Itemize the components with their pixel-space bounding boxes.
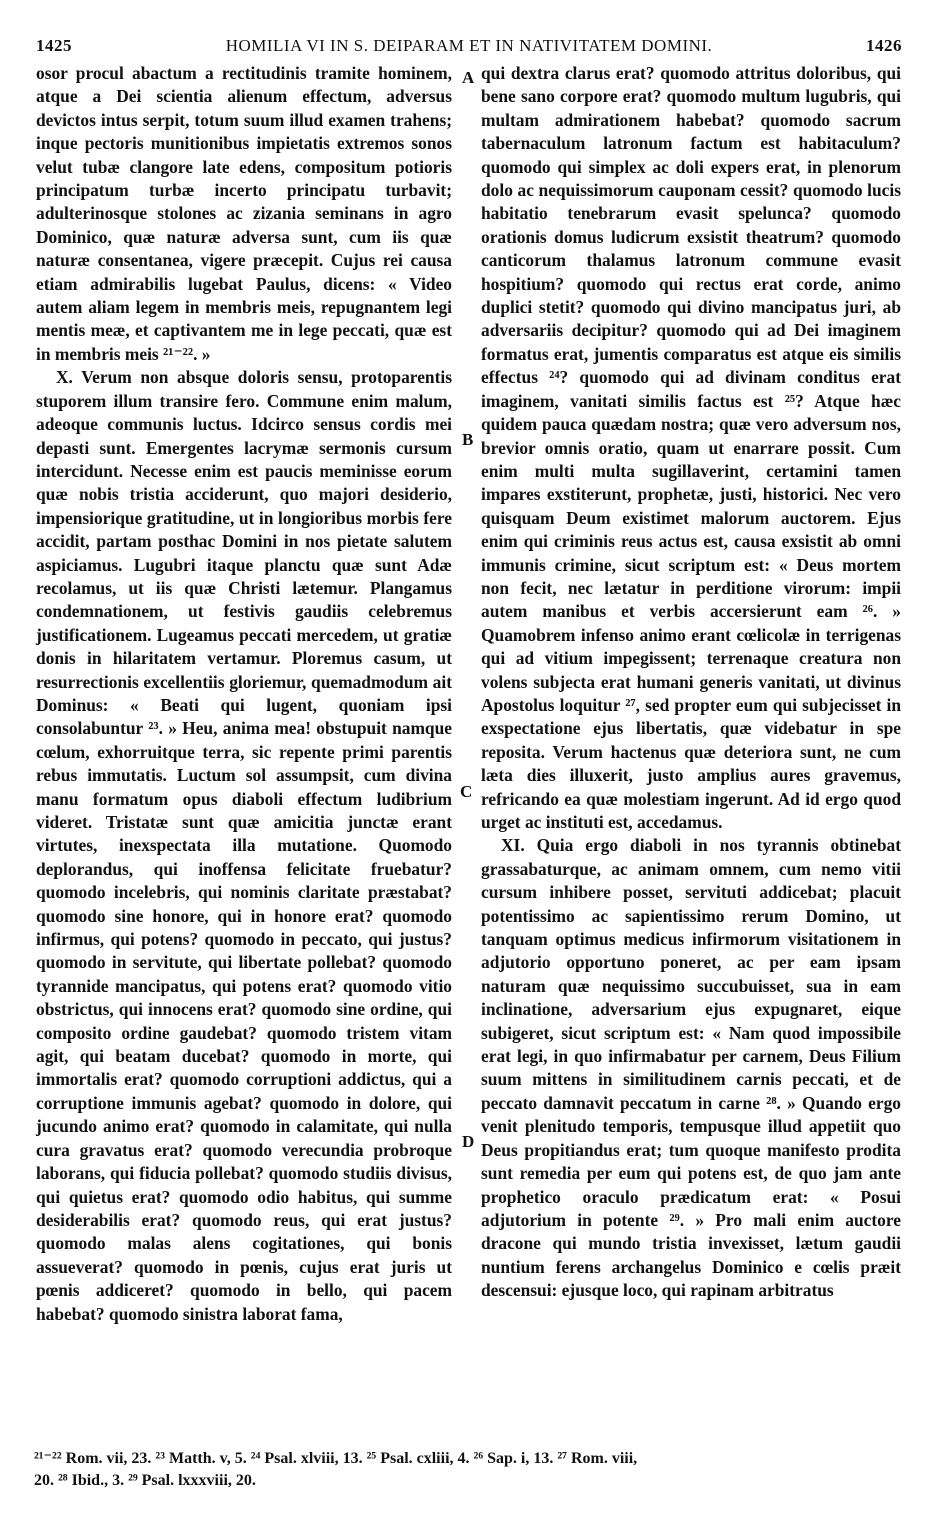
- section-marker-a: A: [462, 68, 475, 87]
- paragraph: XI. Quia ergo diaboli in nos tyrannis obtinebat grassabaturque, ac animam omnem, cum nemo vitii cursum inhibere posset, servituti addicebat; placuit potentissimo ac sapientissimo rerum Domino, ut tanquam optimus medicus infirmorum visitationem in adjutorio opportuno poneret, ac per eam ipsam naturam quæ nequissimo succubuisset, sua in eam inclinatione, adversarium ejus expugnaret, eique subigeret, sicut scriptum est: « Nam quod impossibile erat legi, in quo infirmabatur per carnem, Deus Filium suum mittens in similitudinem carnis peccati, et de peccato damnavit peccatum in carne ²⁸. » Quando ergo venit plenitudo temporis, tempusque illud appetiit quo Deus propitiandus erat; tum quoque manifesto prodita sunt remedia per eum qui potens est, de quo jam ante prophetico oraculo prædicatum erat: « Posui adjutorium in potente ²⁹. » Pro mali enim auctore dracone qui mundo tristia invexisset, lætum gaudii nuntium ferens archangelus Dominico e cœlis præit descensui: ejusque loco, qui rapinam arbitratus: [481, 835, 901, 1301]
- section-marker-c: C: [460, 782, 473, 801]
- footnote-line: ²¹⁻²² Rom. vii, 23. ²³ Matth. v, 5. ²⁴ Psal. xlviii, 13. ²⁵ Psal. cxliii, 4. ²⁶ Sap. i, 13. ²⁷ Rom. viii,: [34, 1450, 638, 1467]
- section-marker-b: B: [462, 430, 474, 449]
- running-title: HOMILIA VI IN S. DEIPARAM ET IN NATIVITATEM DOMINI.: [225, 36, 713, 55]
- right-column: [481, 62, 901, 1303]
- paragraph: osor procul abactum a rectitudinis tramite hominem, atque a Dei scientia alienum effectum, adversus devictos intus serpit, totum suum illud examen trahens; inque pectoris munitionibus impietatis extremos sonos velut tubæ clangore late edens, compositum potioris principatum turbæ incerto principatu turbavit; adulterinosque stolones ac zizania seminans in agro Dominico, quæ naturæ adversa sunt, cum iis quæ naturæ consentanea, vigere præcepit. Cujus rei causa etiam admirabilis lugebat Paulus, dicens: « Video autem aliam legem in membris meis, repugnantem legi mentis meæ, et captivantem me in lege peccati, quæ est in membris meis ²¹⁻²². »: [36, 63, 452, 364]
- page-number-left: 1425: [36, 36, 72, 55]
- page-number-right: 1426: [866, 36, 902, 55]
- left-column: [36, 62, 452, 1326]
- running-header: [36, 36, 902, 58]
- paragraph: qui dextra clarus erat? quomodo attritus doloribus, qui bene sano corpore erat? quomodo multum lugubris, qui multam admirationem habebat? quomodo sacrum tabernaculum latronum factum est habitaculum? quomodo qui simplex ac doli expers erat, in plenorum dolo ac nequissimorum cauponam cessit? quomodo lucis habitatio tenebrarum evasit spelunca? quomodo orationis domus ludicrum exsistit theatrum? quomodo canticorum thalamus latronum commune evasit hospitium? quomodo qui rectus erat corde, animo duplici stetit? quomodo qui divino mancipatus juri, ab adversariis decipitur? quomodo qui ad Dei imaginem formatus erat, jumentis comparatus est atque eis similis effectus ²⁴? quomodo qui ad divinam conditus erat imaginem, vanitati similis factus est ²⁵? Atque hæc quidem pauca quædam nostra; quæ vero adversum nos, brevior omnis oratio, quam ut enarrare possit. Cum enim multi multa sugillaverint, certamini tamen impares exstiterunt, prophetæ, justi, historici. Nec vero quisquam Deum existimet malorum auctorem. Ejus enim qui criminis reus actus est, causa exsistit ab omni immunis crimine, sicut scriptum est: « Deus mortem non fecit, nec lætatur in perditione virorum: impii autem manibus et verbis accersierunt eam ²⁶. » Quamobrem infenso animo erant cœlicolæ in terrigenas qui ad vitium impegissent; terrenaque creatura non volens subjecta erat humani generis vanitati, ut divinus Apostolus loquitur ²⁷, sed propter eum qui subjecisset in exspectatione ejus libertatis, quæ videbatur in spe reposita. Verum hactenus quæ deteriora sunt, ne cum læta dies illuxerit, justo amplius aures gravemus, refricando ea quæ molestiam ingerunt. Ad id ergo quod urget ac instituti est, accedamus.: [481, 63, 901, 832]
- paragraph: X. Verum non absque doloris sensu, protoparentis stuporem illum transire fero. Commune enim malum, adeoque communis luctus. Idcirco sensus cordis mei depasti sunt. Emergentes lacrymæ sermonis cursum intercidunt. Necesse enim est paucis meminisse eorum quæ nobis tristia acciderunt, quo majori desiderio, impensiorique gratitudine, ut in longioribus morbis fere accidit, partam posthac Domini in nos pietate salutem aspiciamus. Lugubri itaque planctu quæ sunt Adæ recolamus, ut iis quæ Christi lætemur. Plangamus condemnationem, ut festivis gaudiis celebremus justificationem. Lugeamus peccati mercedem, ut gratiæ donis in hilaritatem vertamur. Ploremus casum, ut resurrectionis excellentiis gloriemur, quemadmodum ait Dominus: « Beati qui lugent, quoniam ipsi consolabuntur ²³. » Heu, anima mea! obstupuit namque cœlum, exhorruitque terra, sic repente primi parentis rebus immutatis. Luctum sol assumpsit, cum divina manu formatum opus diaboli effectum ludibrium videret. Tristatæ sunt quæ amicitia junctæ erant virtutes, inexspectata illa mutatione. Quomodo deplorandus, qui inoffensa felicitate fruebatur? quomodo incelebris, qui nominis claritate præstabat? quomodo sine honore, qui in honore erat? quomodo infirmus, qui potens? quomodo in peccato, qui justus? quomodo in servitute, qui libertate pollebat? quomodo tyrannide mancipatus, qui potens erat? quomodo vitio obstrictus, qui innocens erat? quomodo sine ordine, qui composito ordine gaudebat? quomodo tristem vitam agit, qui beatam ducebat? quomodo in morte, qui immortalis erat? quomodo corruptioni addictus, qui a corruptione immunis agebat? quomodo in dolore, qui jucundo animo erat? quomodo in calamitate, qui nulla cura gravatus erat? quomodo verecundia probroque laborans, qui fiducia pollebat? quomodo studiis divisus, qui quietus erat? quomodo odio habitus, qui summe desiderabilis erat? quomodo reus, qui erat justus? quomodo malas alens cogitationes, qui bonis assueverat? quomodo in pœnis, cujus erat juris ut pœnis addiceret? quomodo in bello, qui pacem habebat? quomodo sinistra laborat fama,: [36, 367, 452, 1324]
- footnotes: [34, 1448, 904, 1492]
- section-marker-d: D: [462, 1132, 475, 1151]
- footnote-line: 20. ²⁸ Ibid., 3. ²⁹ Psal. lxxxviii, 20.: [34, 1472, 256, 1489]
